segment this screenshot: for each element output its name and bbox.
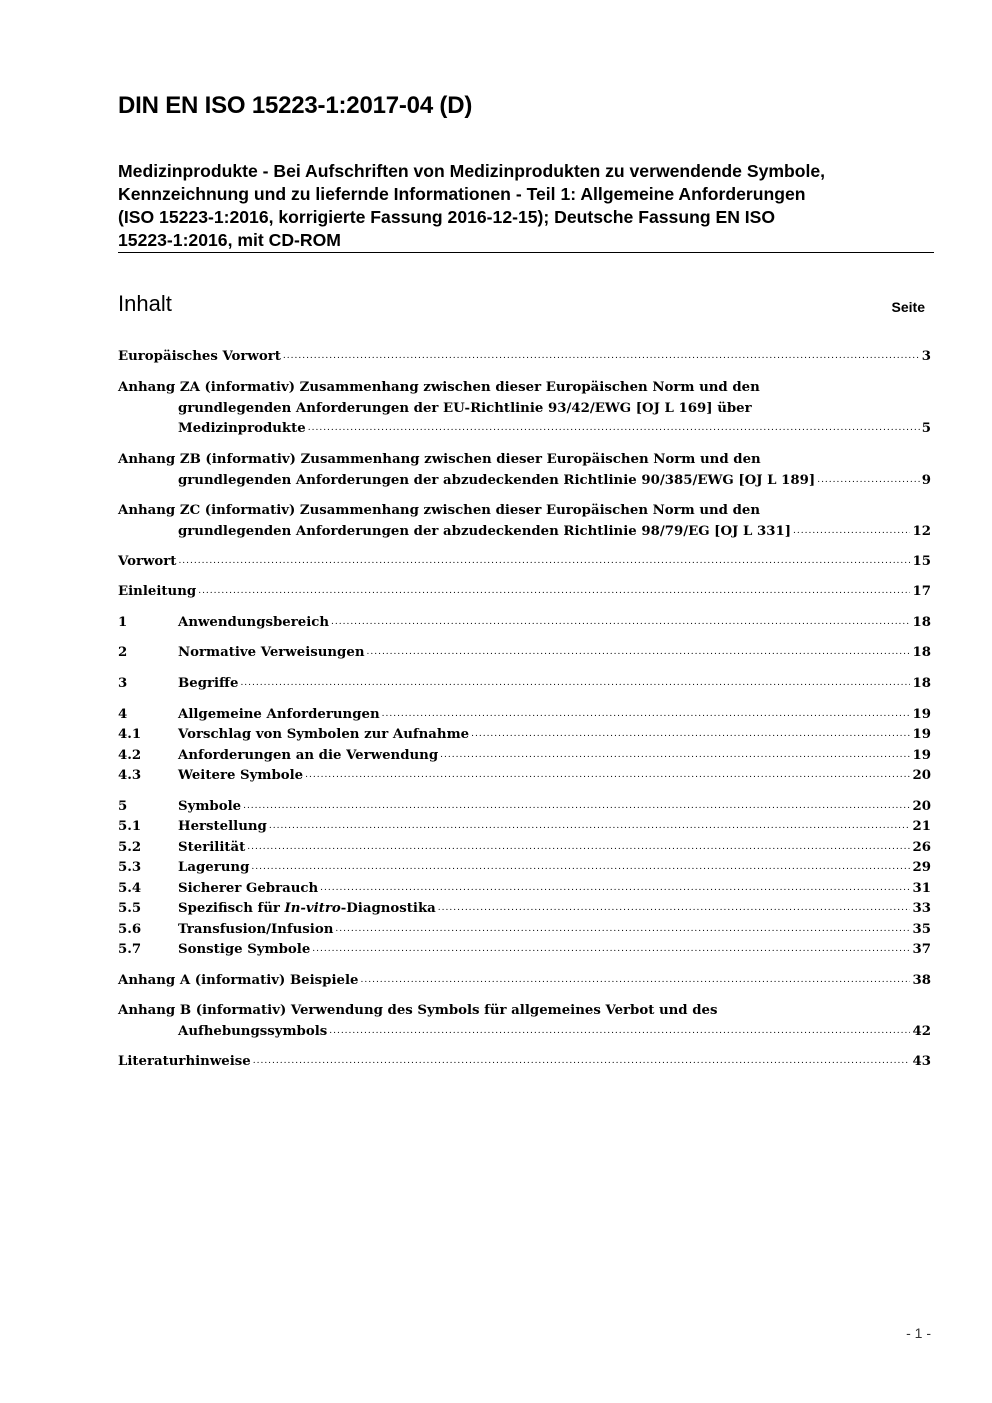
toc-entry-page: 19 [912,748,931,763]
toc-entry-label: Begriffe [178,676,239,691]
toc-section-number: 2 [118,645,128,660]
toc-section-number: 5.1 [118,819,142,834]
toc-entry-label: Sterilität [178,840,246,855]
toc-leader [331,612,910,633]
toc-entry-page: 42 [912,1023,931,1039]
toc-entry-label: Vorwort [118,554,177,569]
toc-section-number: 4.1 [118,727,142,742]
toc-leader [283,346,920,367]
toc-entry-vorwort[interactable] [118,552,931,574]
toc-entry-section-5-3[interactable] [118,858,931,880]
toc-entry-label: Anforderungen an die Verwendung [178,748,439,763]
toc-entry-section-4-3[interactable] [118,766,931,788]
page-number: - 1 - [906,1325,931,1341]
toc-leader [312,939,910,960]
toc-leader [793,521,910,542]
toc-entry-page: 3 [921,349,931,364]
toc-entry-page: 29 [912,860,931,875]
toc-heading: Inhalt [118,291,172,316]
toc-leader [251,857,910,878]
subtitle-line: Medizinprodukte - Bei Aufschriften von Medizinprodukten zu verwendende Symbole, [118,161,826,181]
toc-entry-label: Anhang A (informativ) Beispiele [118,973,359,988]
toc-entry-label: Weitere Symbole [178,768,304,783]
toc-entry-label: Aufhebungssymbols [178,1023,328,1039]
toc-entry-page: 12 [912,523,931,539]
toc-entry-label: Anwendungsbereich [178,615,330,630]
toc-leader [329,1021,910,1042]
subtitle-line: Kennzeichnung und zu liefernde Informationen - Teil 1: Allgemeine Anforderungen [118,184,806,204]
toc-entry-label: Literaturhinweise [118,1054,251,1069]
toc-entry-literaturhinweise[interactable] [118,1052,931,1074]
toc-section-number: 5.3 [118,860,142,875]
toc-entry-page: 26 [912,840,931,855]
toc-entry-page: 37 [912,942,931,957]
toc-entry-label: Einleitung [118,584,197,599]
toc-entry-page: 35 [912,922,931,937]
toc-entry-page: 20 [912,799,931,814]
toc-entry-label: Anhang B (informativ) Verwendung des Symbols für allgemeines Verbot und des [118,1003,718,1018]
toc-entry-label: Medizinprodukte [178,421,306,436]
toc-entry-label: grundlegenden Anforderungen der EU-Richtlinie 93/42/EWG [OJ L 169] über [178,400,752,416]
toc-entry-page: 19 [912,727,931,742]
toc-entry-page: 20 [912,768,931,783]
toc-section-number: 5.4 [118,881,142,896]
toc-leader [178,551,910,572]
toc-entry-label: Allgemeine Anforderungen [178,707,380,722]
toc-section-number: 4.3 [118,768,142,783]
toc-entry-page: 18 [912,676,931,691]
toc-entry-label: Transfusion/Infusion [178,922,334,937]
toc-entry-label: Symbole [178,799,242,814]
toc-section-number: 4.2 [118,748,142,763]
toc-section-number: 5 [118,799,128,814]
toc-entry-label: Anhang ZC (informativ) Zusammenhang zwischen dieser Europäischen Norm und den [118,503,761,518]
toc-entry-page: 5 [921,421,931,436]
toc-entry-label: Herstellung [178,819,267,834]
toc-leader [320,878,910,899]
toc-entry-label [178,899,436,920]
toc-entry-label: grundlegenden Anforderungen der abzudeckenden Richtlinie 90/385/EWG [OJ L 189] [178,472,816,488]
toc-entry-page: 31 [912,881,931,896]
toc-section-number: 5.7 [118,942,142,957]
toc-entry-page: 33 [912,901,931,916]
toc-section-number: 3 [118,676,128,691]
title-divider [118,252,934,253]
toc-label-part: -Diagnostika [340,901,436,916]
toc-entry-anhang-za[interactable] [118,378,931,441]
toc-section-number: 5.5 [118,901,142,916]
toc-entry-anhang-b[interactable] [118,1001,931,1043]
toc-entry-label: Anhang ZA (informativ) Zusammenhang zwischen dieser Europäischen Norm und den [118,380,760,395]
toc-entry-label: Sonstige Symbole [178,942,311,957]
toc-page-column-label: Seite [891,299,925,315]
toc-entry-page: 17 [912,584,931,599]
toc-entry-section-4-1[interactable] [118,725,931,747]
toc-leader [247,837,910,858]
toc-entry-section-5-7[interactable] [118,940,931,962]
toc-entry-anhang-zb[interactable] [118,450,931,492]
toc-leader [198,581,910,602]
toc-leader [253,1051,911,1072]
toc-section-number: 1 [118,615,128,630]
toc-entry-page: 9 [921,472,931,488]
toc-entry-page: 43 [912,1054,931,1069]
toc-leader [471,724,910,745]
toc-leader [335,919,910,940]
toc-section-number: 5.2 [118,840,142,855]
document-subtitle [118,160,934,252]
toc-entry-label: Vorschlag von Symbolen zur Aufnahme [178,727,470,742]
toc-label-italic: In-vitro [284,901,341,916]
subtitle-line: 15223-1:2016, mit CD-ROM [118,230,341,250]
toc-entry-section-5-1[interactable] [118,817,931,839]
toc-leader [367,642,911,663]
toc-leader [305,765,910,786]
toc-entry-section-5-5[interactable] [118,899,931,921]
toc-entry-page: 18 [912,615,931,630]
toc-entry-section-2[interactable] [118,643,931,665]
toc-entry-page: 38 [912,973,931,988]
toc-entry-anhang-zc[interactable] [118,501,931,543]
toc-entry-label: grundlegenden Anforderungen der abzudeckenden Richtlinie 98/79/EG [OJ L 331] [178,523,792,539]
toc-leader [382,704,911,725]
toc-entry-page: 18 [912,645,931,660]
toc-leader [817,470,920,491]
toc-entry-label: Lagerung [178,860,250,875]
toc-section-number: 5.6 [118,922,142,937]
toc-entry-section-1[interactable] [118,613,931,635]
toc-entry-einleitung[interactable] [118,582,931,604]
toc-leader [240,673,910,694]
toc-entry-label: Normative Verweisungen [178,645,365,660]
subtitle-line: (ISO 15223-1:2016, korrigierte Fassung 2016-12-15); Deutsche Fassung EN ISO [118,207,776,227]
toc-entry-europaeisches-vorwort[interactable] [118,347,931,369]
toc-entry-page: 15 [912,554,931,569]
toc-leader [440,745,910,766]
toc-leader [269,816,911,837]
toc-leader [308,418,920,439]
toc-label-part: Spezifisch für [178,901,285,916]
toc-leader [361,970,911,991]
toc-entry-section-3[interactable] [118,674,931,696]
toc-entry-label: Sicherer Gebrauch [178,881,319,896]
toc-entry-label: Europäisches Vorwort [118,349,281,364]
document-title: DIN EN ISO 15223-1:2017-04 (D) [118,92,473,119]
toc-entry-page: 19 [912,707,931,722]
toc-leader [438,898,911,919]
toc-entry-anhang-a[interactable] [118,971,931,993]
toc-leader [243,796,910,817]
toc-entry-label: Anhang ZB (informativ) Zusammenhang zwischen dieser Europäischen Norm und den [118,452,761,467]
toc-section-number: 4 [118,707,128,722]
toc-entry-page: 21 [912,819,931,834]
